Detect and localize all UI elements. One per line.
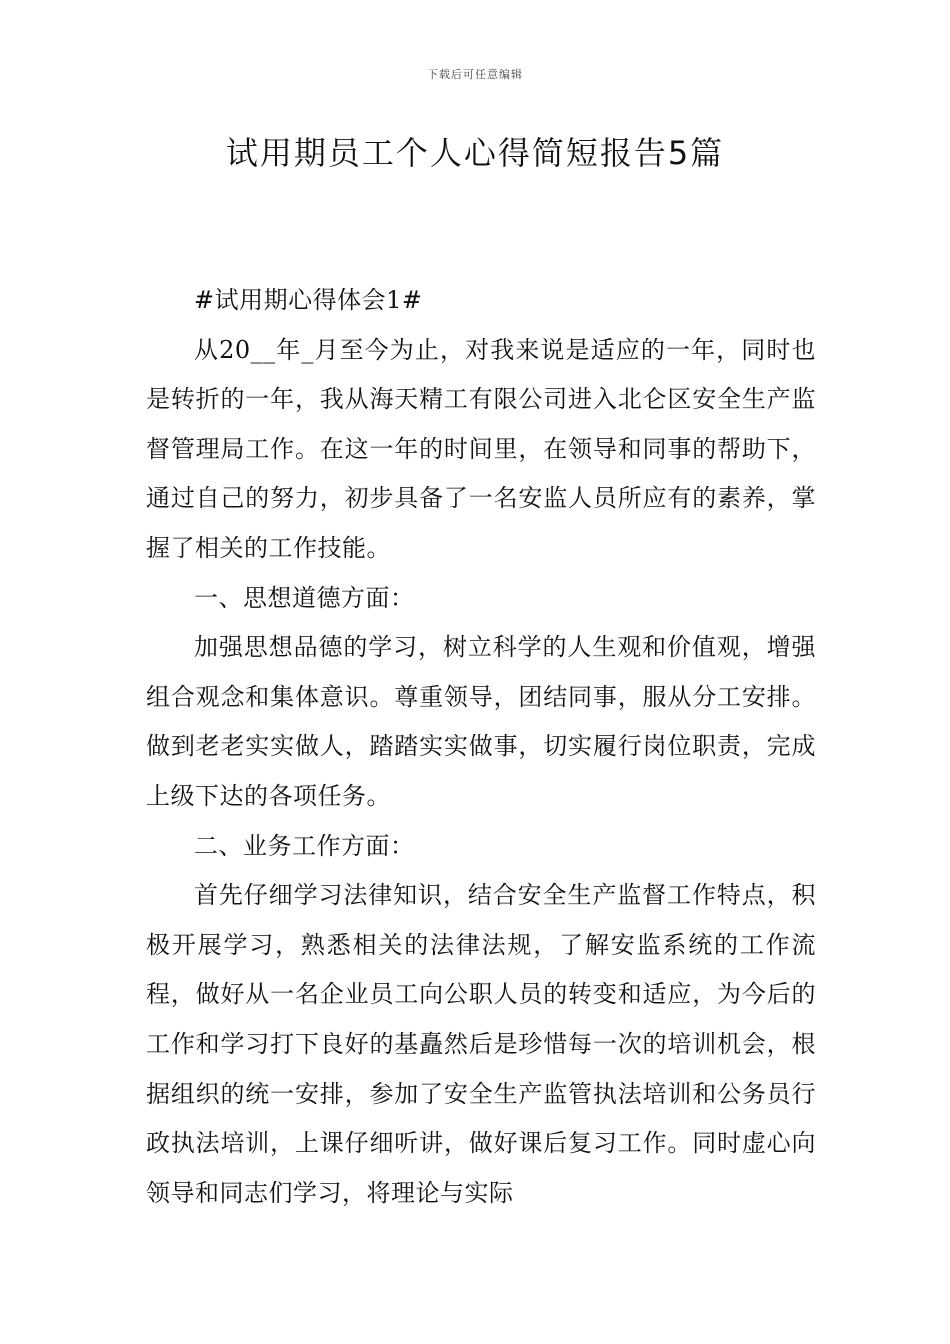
paragraph: 首先仔细学习法律知识，结合安全生产监督工作特点，积极开展学习，熟悉相关的法律法规，了解安监系统的工作流程，做好从一名企业员工向公职人员的转变和适应，为今后的工作和学习打下良好的基矗然后是珍惜每一次的培训机会，根据组织的统一安排，参加了安全生产监管执法培训和公务员行政执法培训，上课仔细听讲，做好课后复习工作。同时虚心向领导和同志们学习，将理论与实际: [146, 881, 816, 1207]
section-heading: #试用期心得体会1#: [194, 286, 423, 314]
header-note: 下载后可任意编辑: [427, 68, 523, 81]
document-title: 试用期员工个人心得简短报告5篇: [225, 134, 725, 172]
paragraph: 从20__年_月至今为止，对我来说是适应的一年，同时也是转折的一年，我从海天精工有限公司进入北仑区安全生产监督管理局工作。在这一年的时间里，在领导和同事的帮助下，通过自己的努力，初步具备了一名安监人员所应有的素养，掌握了相关的工作技能。: [146, 335, 816, 562]
document-body: [146, 276, 816, 1218]
section-heading: 二、业务工作方面：: [194, 831, 415, 860]
section-heading: 一、思想道德方面：: [194, 583, 415, 612]
paragraph: 加强思想品德的学习，树立科学的人生观和价值观，增强组合观念和集体意识。尊重领导，团结同事，服从分工安排。做到老老实实做人，踏踏实实做事，切实履行岗位职责，完成上级下达的各项任务。: [146, 633, 816, 810]
